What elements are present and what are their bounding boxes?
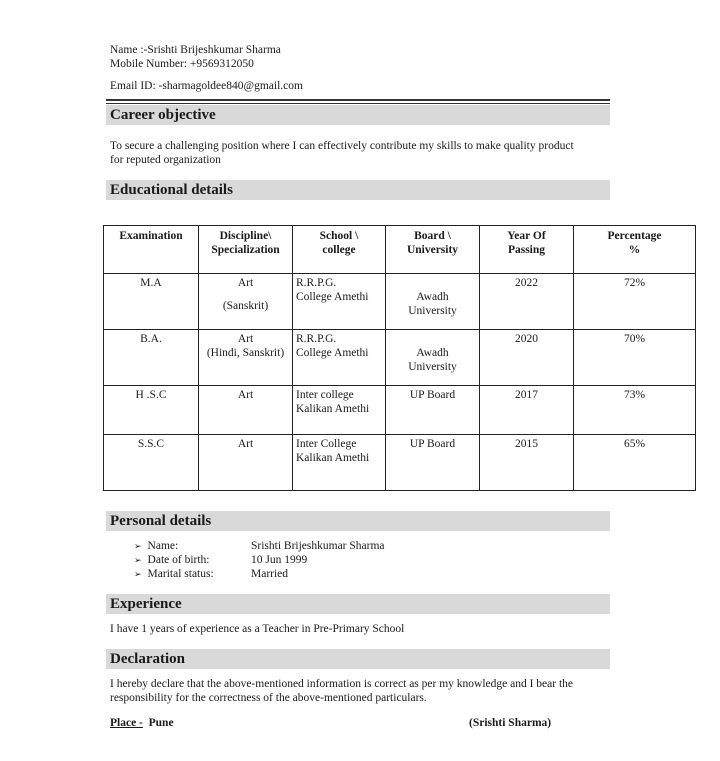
email-line: Email ID: -sharmagoldee840@gmail.com (110, 80, 303, 92)
cell-school: R.R.P.G. College Amethi (293, 330, 386, 386)
column-header-year: Year Of Passing (480, 226, 574, 274)
column-header-school: School \ college (293, 226, 386, 274)
cell-discipline: Art (Sanskrit) (199, 274, 293, 330)
column-header-board: Board \ University (386, 226, 480, 274)
header-divider-thin (106, 103, 610, 104)
place-label: Place - (110, 717, 143, 729)
education-table-header-row (104, 226, 696, 274)
cell-board: Awadh University (386, 330, 480, 386)
declaration-text-line1: I hereby declare that the above-mentioned information is correct as per my knowledge and I bear the (110, 678, 574, 690)
personal-value-marital: Married (251, 568, 289, 580)
cell-discipline: Art (199, 435, 293, 491)
cell-percentage: 73% (574, 386, 696, 435)
list-item (134, 567, 214, 582)
arrow-bullet-icon: ➢ (134, 556, 142, 566)
arrow-bullet-icon: ➢ (134, 570, 142, 580)
educational-details-heading: Educational details (106, 180, 610, 200)
personal-value-name: Srishti Brijeshkumar Sharma (251, 540, 385, 552)
experience-text: I have 1 years of experience as a Teacher in Pre-Primary School (110, 623, 405, 635)
header-divider-thick (106, 99, 610, 101)
cell-exam: M.A (104, 274, 199, 330)
personal-label-name: Name: (147, 540, 179, 552)
cell-exam: S.S.C (104, 435, 199, 491)
cell-year: 2017 (480, 386, 574, 435)
list-item (134, 539, 178, 554)
personal-label-marital: Marital status: (147, 568, 214, 580)
career-objective-text-line1: To secure a challenging position where I can effectively contribute my skills to make quality product (110, 140, 574, 152)
table-row (104, 386, 696, 435)
cell-percentage: 70% (574, 330, 696, 386)
place-line (110, 716, 174, 730)
place-value: Pune (148, 717, 174, 729)
applicant-name-line: Name :-Srishti Brijeshkumar Sharma (110, 44, 281, 56)
education-table (103, 225, 696, 491)
signature-name: (Srishti Sharma) (469, 717, 552, 729)
career-objective-heading: Career objective (106, 105, 610, 125)
declaration-heading: Declaration (106, 649, 610, 669)
declaration-text-line2: responsibility for the correctness of the above-mentioned particulars. (110, 692, 427, 704)
cell-year: 2022 (480, 274, 574, 330)
cell-percentage: 65% (574, 435, 696, 491)
cell-exam: B.A. (104, 330, 199, 386)
cell-school: R.R.P.G. College Amethi (293, 274, 386, 330)
personal-details-heading: Personal details (106, 511, 610, 531)
cell-exam: H .S.C (104, 386, 199, 435)
personal-value-dob: 10 Jun 1999 (251, 554, 308, 566)
experience-heading: Experience (106, 594, 610, 614)
table-row (104, 274, 696, 330)
table-row (104, 330, 696, 386)
column-header-examination: Examination (104, 226, 199, 274)
cell-board: Awadh University (386, 274, 480, 330)
personal-label-dob: Date of birth: (147, 554, 210, 566)
cell-school: Inter College Kalikan Amethi (293, 435, 386, 491)
arrow-bullet-icon: ➢ (134, 542, 142, 552)
column-header-percentage: Percentage % (574, 226, 696, 274)
cell-discipline: Art (199, 386, 293, 435)
list-item (134, 553, 210, 568)
column-header-discipline: Discipline\ Specialization (199, 226, 293, 274)
cell-school: Inter college Kalikan Amethi (293, 386, 386, 435)
table-row (104, 435, 696, 491)
cell-percentage: 72% (574, 274, 696, 330)
cell-discipline: Art (Hindi, Sanskrit) (199, 330, 293, 386)
cell-year: 2015 (480, 435, 574, 491)
cell-year: 2020 (480, 330, 574, 386)
mobile-number-line: Mobile Number: +9569312050 (110, 58, 254, 70)
career-objective-text-line2: for reputed organization (110, 154, 221, 166)
cell-board: UP Board (386, 435, 480, 491)
cell-board: UP Board (386, 386, 480, 435)
